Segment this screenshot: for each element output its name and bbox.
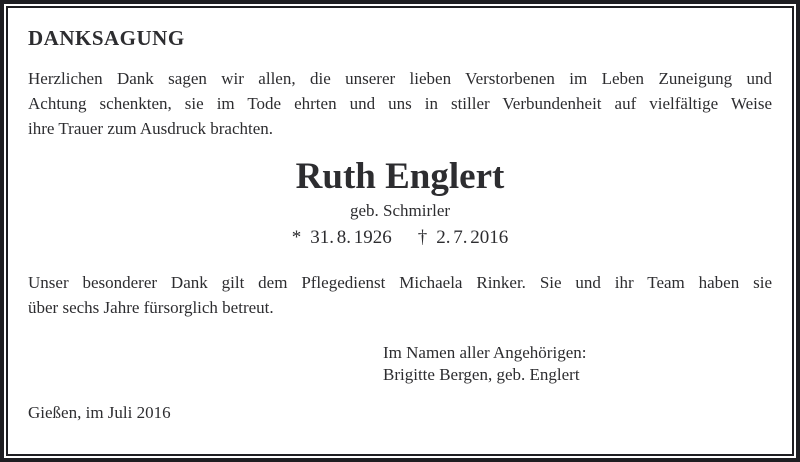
deceased-name: Ruth Englert <box>295 156 505 197</box>
notice-title: DANKSAGUNG <box>28 26 185 50</box>
life-dates <box>28 226 772 250</box>
special-thanks-line-1: Unser besonderer Dank gilt dem Pflegedienst Michaela Rinker. Sie und ihr Team haben sie <box>28 273 772 292</box>
birth-star-symbol: * <box>291 227 302 248</box>
special-thanks-paragraph <box>28 270 772 320</box>
thanks-paragraph-line-3: ihre Trauer zum Ausdruck brachten. <box>28 119 274 138</box>
notice-inner-frame <box>6 6 794 456</box>
thanks-paragraph-line-2: Achtung schenkten, sie im Tode ehrten und uns in stiller Verbundenheit auf vielfältige Weise <box>28 94 772 113</box>
thanks-paragraph <box>28 66 772 141</box>
birth-date: 31. 8. 1926 <box>310 227 392 248</box>
death-dagger-symbol: † <box>417 227 428 248</box>
special-thanks-line-2: über sechs Jahre fürsorglich betreut. <box>28 298 274 317</box>
death-date: 2. 7. 2016 <box>436 227 509 248</box>
signature-line-2: Brigitte Bergen, geb. Englert <box>383 365 580 384</box>
place-date-line: Gießen, im Juli 2016 <box>28 403 171 422</box>
deceased-maiden-name: geb. Schmirler <box>349 201 451 220</box>
thanks-paragraph-line-1: Herzlichen Dank sagen wir allen, die unserer lieben Verstorbenen im Leben Zuneigung und <box>28 69 772 88</box>
signature-line-1: Im Namen aller Angehörigen: <box>383 343 587 362</box>
signature-block <box>383 342 772 386</box>
